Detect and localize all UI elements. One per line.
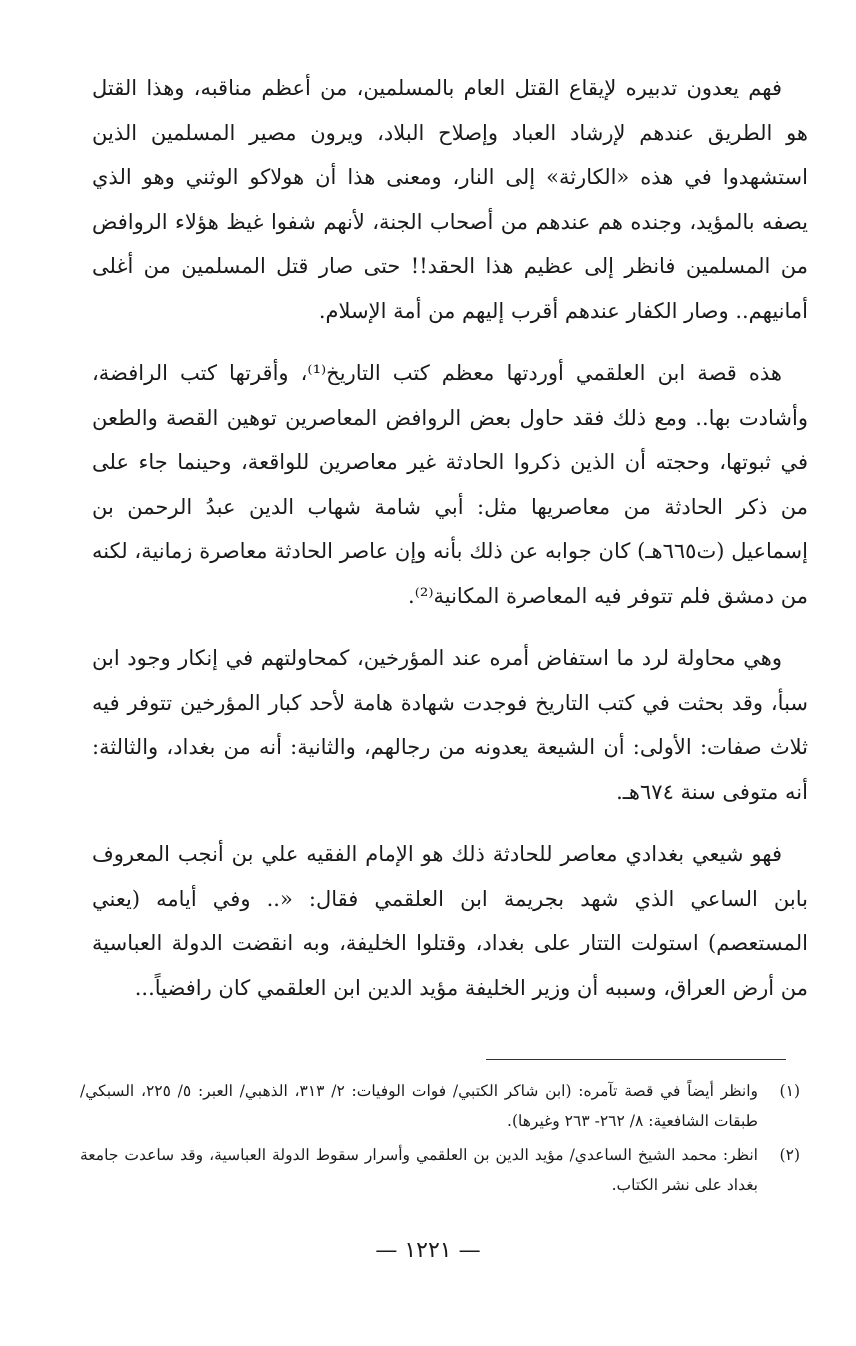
paragraph-3: وهي محاولة لرد ما استفاض أمره عند المؤرخين، كمحاولتهم في إنكار وجود ابن سبأ، وقد بحثت في كتب التاريخ فوجدت شهادة هامة لأحد كبار المؤرخين تتوفر فيه ثلاث صفات: الأولى: أن الشيعة يعدونه من رجالهم، والثانية: أنه من بغداد، والثالثة: أنه متوفى سنة ٦٧٤هـ. [92, 646, 808, 804]
footnotes [80, 1076, 800, 1204]
page-number: — ١٢٢١ — [375, 1238, 481, 1263]
paragraph-2: هذه قصة ابن العلقمي أوردتها معظم كتب التاريخ⁽¹⁾، وأقرتها كتب الرافضة، وأشادت بها.. ومع ذلك فقد حاول بعض الروافض المعاصرين توهين القصة والطعن في ثبوتها، وحجته أن الذين ذكروا الحادثة غير معاصرين للواقعة، وحينما جاء على من ذكر الحادثة من معاصريها مثل: أبي شامة شهاب الدين عبدُ الرحمن بن إسماعيل (ت٦٦٥هـ) كان جوابه عن ذلك بأنه وإن عاصر الحادثة معاصرة زمانية، لكنه من دمشق فلم تتوفر فيه المعاصرة المكانية⁽²⁾. [92, 361, 808, 608]
footnote-text: وانظر أيضاً في قصة تآمره: (ابن شاكر الكتبي/ فوات الوفيات: ٢/ ٣١٣، الذهبي/ العبر: ٥/ ٢٢٥، السبكي/ طبقات الشافعية: ٨/ ٢٦٢- ٢٦٣ وغيرها). [80, 1082, 759, 1130]
paragraph-4: فهو شيعي بغدادي معاصر للحادثة ذلك هو الإمام الفقيه علي بن أنجب المعروف بابن الساعي الذي شهد بجريمة ابن العلقمي فقال: «.. وفي أيامه (يعني المستعصم) استولت التتار على بغداد، وقتلوا الخليفة، وبه انقضت الدولة العباسية من أرض العراق، وسببه أن وزير الخليفة مؤيد الدين ابن العلقمي كان رافضياً... [92, 842, 808, 1000]
footnote-number: (١) [779, 1082, 800, 1100]
footnote-text: انظر: محمد الشيخ الساعدي/ مؤيد الدين بن العلقمي وأسرار سقوط الدولة العباسية، وقد ساعدت جامعة بغداد على نشر الكتاب. [80, 1146, 758, 1194]
footnote-number: (٢) [779, 1146, 800, 1164]
paragraph-1: فهم يعدون تدبيره لإيقاع القتل العام بالمسلمين، من أعظم مناقبه، وهذا القتل هو الطريق عندهم لإرشاد العباد وإصلاح البلاد، ويرون مصير المسلمين الذين استشهدوا في هذه «الكارثة» إلى النار، ومعنى هذا أن هولاكو الوثني وهو الذي يصفه بالمؤيد، وجنده هم عندهم من أصحاب الجنة، لأنهم شفوا غيظ هؤلاء الروافض من المسلمين فانظر إلى عظيم هذا الحقد!! حتى صار قتل المسلمين من أغلى أمانيهم.. وصار الكفار عندهم أقرب إليهم من أمة الإسلام. [92, 76, 808, 323]
main-text [92, 66, 808, 1028]
footnote-2 [80, 1140, 800, 1200]
footnote-divider [486, 1059, 786, 1060]
footnote-1 [80, 1076, 800, 1136]
